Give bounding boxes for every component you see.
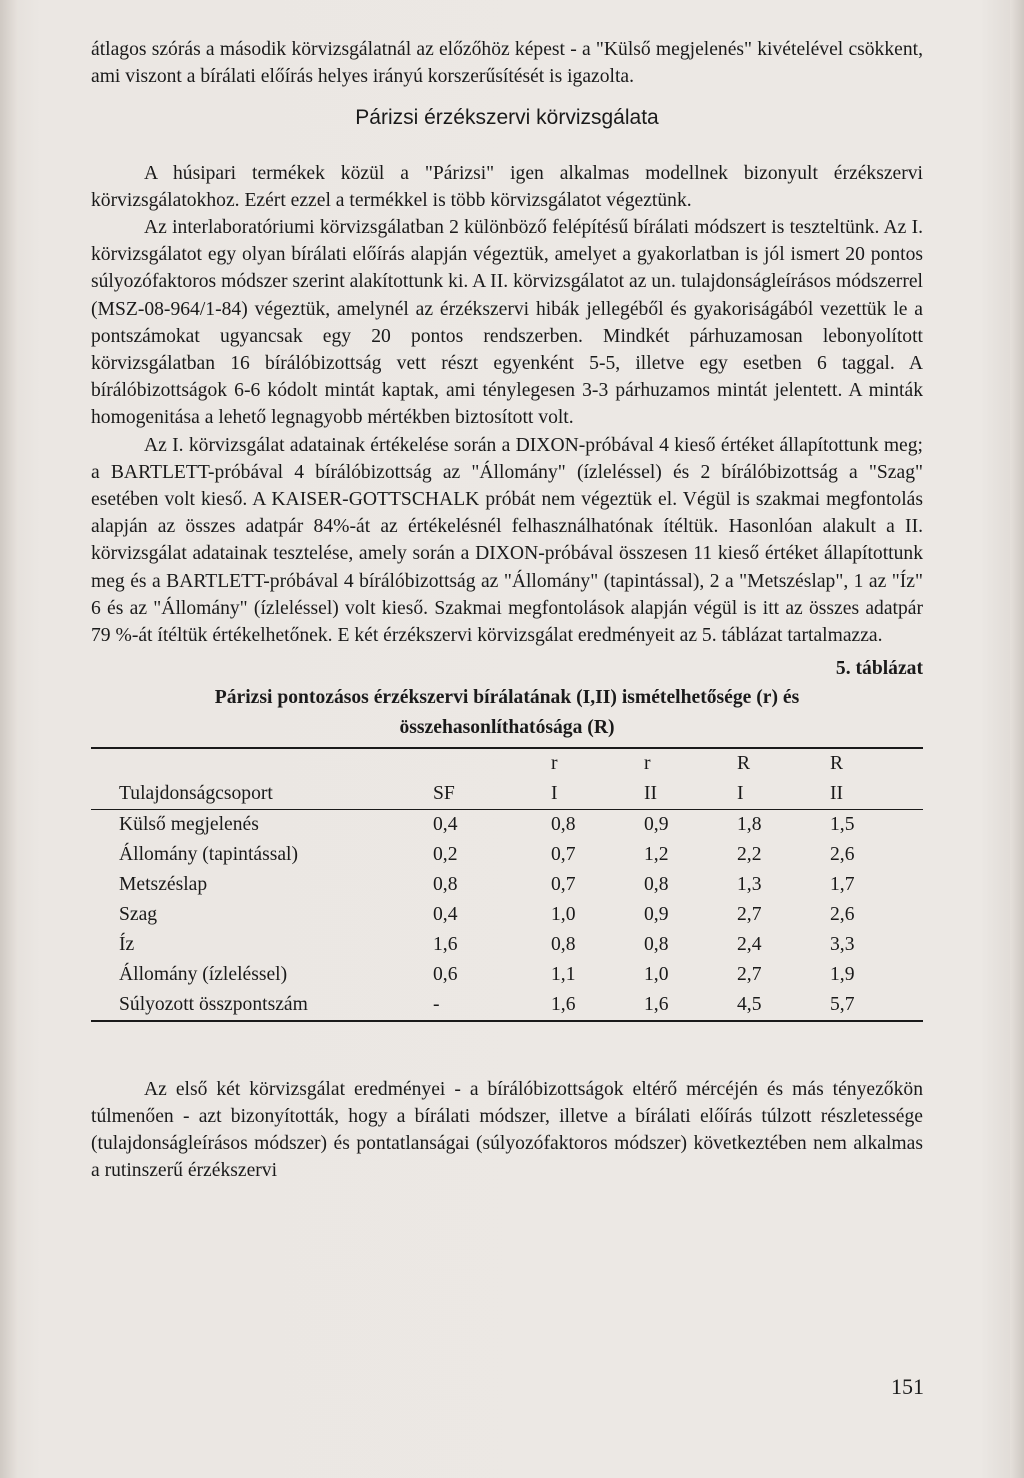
header-cell-i: I (737, 782, 744, 804)
page-right-edge (1010, 0, 1024, 1478)
table-cell-value: 1,0 (644, 963, 669, 985)
paragraph-2: Az interlaboratóriumi körvizsgálatban 2 különböző felépítésű bírálati módszert is teszteltünk. Az I. körvizsgálatot egy olyan bírálati előírás alapján végeztük, amelyet a gyakorlatban is jól ismert 20 pontos súlyozófaktoros módszer szerint alakítottunk ki. A II. körvizsgálatot az un. tulajdonságleírásos módszerrel (MSZ-08-964/1-84) végeztük, amelynél az érzékszervi hibák jellegéből és gyakoriságából vezettük le a pontszámokat ugyancsak egy 20 pontos rendszerben. Mindkét párhuzamosan lebonyolított körvizsgálatban 16 bírálóbizottság vett részt egyenként 5-5, illetve egy esetben 6 taggal. A bírálóbizottságok 6-6 kódolt mintát kaptak, ami ténylegesen 3-3 párhuzamos mintát jelentett. A minták homogenitása a lehető legnagyobb mértékben biztosított volt. (91, 217, 923, 429)
header-cell-R-1: R (737, 752, 751, 774)
table-cell-value: 1,9 (830, 963, 855, 985)
table-cell-value: - (433, 993, 440, 1015)
table-cell-label: Íz (119, 933, 135, 955)
table-cell-value: 0,8 (644, 873, 669, 895)
table-caption-line-2: összehasonlíthatósága (R) (399, 716, 615, 738)
table-cell-value: 2,4 (737, 933, 762, 955)
table-cell-value: 5,7 (830, 993, 855, 1015)
table-cell-label: Külső megjelenés (119, 813, 259, 835)
header-cell-r-1: r (551, 752, 558, 774)
table-cell-value: 0,7 (551, 873, 576, 895)
paragraph-3: Az I. körvizsgálat adatainak értékelése során a DIXON-próbával 4 kieső értéket állapítottunk meg; a BARTLETT-próbával 4 bírálóbizottság az "Állomány" (ízleléssel) és 2 bírálóbizottság a "Szag" esetében volt kieső. A KAISER-GOTTSCHALK próbát nem végeztük el. Végül is szakmai megfontolás alapján az összes adatpár 84%-át az értékelésnél felhasználhatónak ítéltük. Hasonlóan alakult a II. körvizsgálat adatainak tesztelése, amely során a DIXON-próbával összesen 11 kieső értéket állapítottunk meg és a BARTLETT-próbával 4 bírálóbizottság az "Állomány" (tapintással), 2 a "Metszéslap", 1 az "Íz" 6 és az "Állomány" (ízleléssel) volt kieső. Szakmai megfontolások alapján végül is itt az összes adatpár 79 %-át ítéltük értékelhetőnek. E két érzékszervi körvizsgálat eredményeit az 5. táblázat tartalmazza. (91, 434, 923, 647)
table-cell-value: 0,9 (644, 813, 669, 835)
results-table (91, 747, 923, 1022)
table-cell-value: 1,8 (737, 813, 762, 835)
table-body (91, 809, 923, 1021)
header-cell-ii: II (644, 782, 658, 804)
table-cell-value: 1,6 (644, 993, 669, 1015)
paragraph-1: A húsipari termékek közül a "Párizsi" igen alkalmas modellnek bizonyult érzékszervi körvizsgálatokhoz. Ezért ezzel a termékkel is több körvizsgálatot végeztünk. (91, 162, 923, 211)
header-cell (409, 748, 551, 779)
table-cell-value: 2,2 (737, 843, 762, 865)
header-cell-ii: II (830, 782, 844, 804)
table-cell-value: 1,0 (551, 903, 576, 925)
header-cell-R-2: R (830, 752, 844, 774)
table-cell-value: 3,3 (830, 933, 855, 955)
page-content (91, 36, 923, 1185)
header-cell-property-group: Tulajdonságcsoport (119, 782, 273, 804)
table-cell-value: 1,2 (644, 843, 669, 865)
table-cell-value: 1,6 (433, 933, 458, 955)
table-row (91, 840, 923, 870)
table-row (91, 990, 923, 1021)
table-row (91, 930, 923, 960)
table-cell-value: 1,5 (830, 813, 855, 835)
table-cell-value: 2,6 (830, 903, 855, 925)
page-left-edge (0, 0, 18, 1478)
header-cell-i: I (551, 782, 558, 804)
table-cell-value: 0,7 (551, 843, 576, 865)
table-cell-label: Állomány (ízleléssel) (119, 963, 288, 985)
table-cell-value: 1,3 (737, 873, 762, 895)
page-number: 151 (891, 1374, 924, 1399)
header-cell-r-2: r (644, 752, 651, 774)
table-caption-line-1: Párizsi pontozásos érzékszervi bírálatának (I,II) ismételhetősége (r) és (214, 687, 800, 709)
table-cell-label: Szag (119, 903, 158, 925)
header-cell-sf: SF (433, 782, 455, 804)
table-header-row-2 (91, 779, 923, 810)
table-number: 5. táblázat (835, 658, 923, 680)
table-header-row-1 (91, 748, 923, 779)
table-row (91, 870, 923, 900)
table-cell-value: 0,2 (433, 843, 458, 865)
table-cell-value: 0,8 (551, 933, 576, 955)
table-cell-value: 2,7 (737, 963, 762, 985)
table-cell-label: Állomány (tapintással) (119, 843, 299, 865)
table-cell-label: Súlyozott összpontszám (119, 993, 308, 1015)
table-row (91, 900, 923, 930)
table-cell-value: 1,1 (551, 963, 576, 985)
table-cell-value: 0,8 (644, 933, 669, 955)
table-cell-value: 0,9 (644, 903, 669, 925)
header-cell (91, 748, 409, 779)
table-cell-value: 0,4 (433, 813, 458, 835)
table-cell-value: 2,7 (737, 903, 762, 925)
table-row (91, 809, 923, 840)
paragraph-4: Az első két körvizsgálat eredményei - a bírálóbizottságok eltérő mércéjén és más tényezőkön túlmenően - azt bizonyították, hogy a bírálati módszer, illetve a bírálati előírás túlzott részletessége (tulajdonságleírásos módszer) és pontatlanságai (súlyozófaktoros módszer) következtében nem alkalmas a rutinszerű érzékszervi (91, 1078, 923, 1182)
section-heading: Párizsi érzékszervi körvizsgálata (355, 106, 659, 130)
table-cell-value: 4,5 (737, 993, 762, 1015)
table-row (91, 960, 923, 990)
table-cell-value: 1,6 (551, 993, 576, 1015)
table-cell-value: 2,6 (830, 843, 855, 865)
table-cell-label: Metszéslap (119, 873, 208, 895)
table-cell-value: 0,8 (551, 813, 576, 835)
table-cell-value: 0,8 (433, 873, 458, 895)
paragraph-intro: átlagos szórás a második körvizsgálatnál az előzőhöz képest - a "Külső megjelenés" kivételével csökkent, ami viszont a bírálati előírás helyes irányú korszerűsítését is igazolta. (91, 39, 923, 88)
table-cell-value: 0,6 (433, 963, 458, 985)
table-cell-value: 0,4 (433, 903, 458, 925)
spacer (91, 1022, 923, 1076)
table-cell-value: 1,7 (830, 873, 855, 895)
